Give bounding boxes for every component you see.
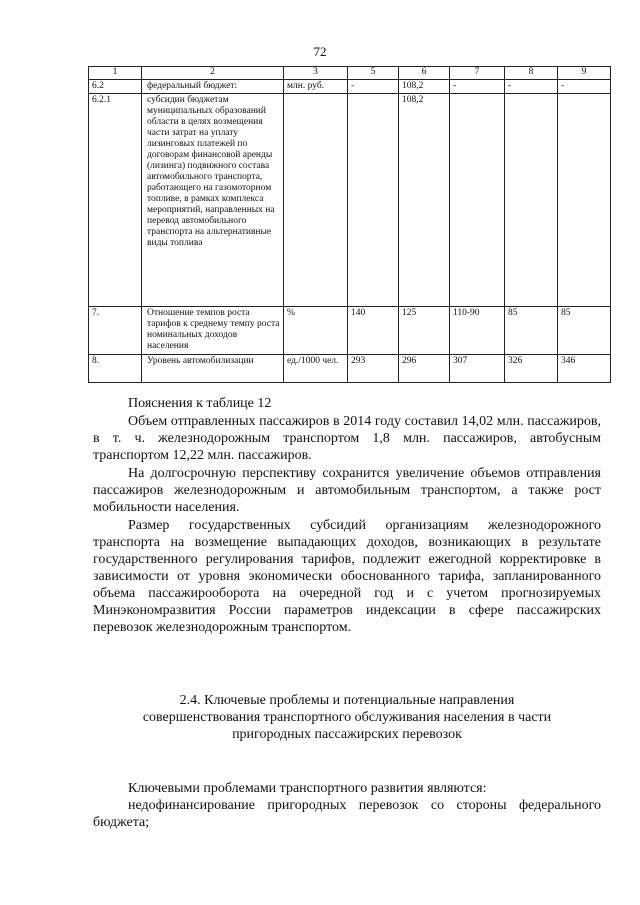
body-paragraph: недофинансирование пригородных перевозок со стороны федерального бюджета; — [93, 798, 601, 830]
table-cell: 85 — [558, 307, 611, 355]
table-row — [89, 80, 611, 94]
table-cell: 140 — [348, 307, 399, 355]
table-cell: ед./1000 чел. — [284, 355, 348, 383]
table-cell: млн. руб. — [284, 80, 348, 94]
table-cell: федеральный бюджет: — [142, 80, 284, 94]
header-cell: 1 — [89, 67, 142, 80]
table-row — [89, 307, 611, 355]
table-cell: 108,2 — [399, 94, 450, 307]
table-cell: 307 — [450, 355, 505, 383]
table-cell — [450, 94, 505, 307]
table-cell: - — [558, 80, 611, 94]
table-cell: - — [505, 80, 558, 94]
section-title-line: совершенствования транспортного обслуживания населения в части — [142, 710, 552, 725]
table-cell — [558, 94, 611, 307]
notes-paragraph: Объем отправленных пассажиров в 2014 году составил 14,02 млн. пассажиров, в т. ч. железнодорожным транспортом 1,8 млн. пассажиров, автобусным транспортом 12,22 млн. пассажиров. — [93, 414, 601, 463]
header-cell: 6 — [399, 67, 450, 80]
table-cell: 296 — [399, 355, 450, 383]
data-table — [88, 66, 611, 383]
table-cell: 7. — [89, 307, 142, 355]
table-cell: 293 — [348, 355, 399, 383]
table-cell: 125 — [399, 307, 450, 355]
table-cell: - — [348, 80, 399, 94]
table-cell: 108,2 — [399, 80, 450, 94]
header-cell: 9 — [558, 67, 611, 80]
section-body — [93, 780, 601, 831]
table-cell: 346 — [558, 355, 611, 383]
table-cell: 85 — [505, 307, 558, 355]
table-cell: 110-90 — [450, 307, 505, 355]
notes-paragraph: Размер государственных субсидий организациям железнодорожного транспорта на возмещение выпадающих доходов, возникающих в результате государственного регулирования тарифов, подлежит ежегодной корректировке в зависимости от уровня экономически обоснованного тарифа, запланированного объема пассажирооборота на очередной год и с учетом прогнозируемых Минэкономразвития России параметров индексации в сфере пассажирских перевозок железнодорожным транспортом. — [93, 518, 601, 635]
section-title-line: 2.4. Ключевые проблемы и потенциальные направления — [179, 693, 515, 708]
header-cell: 5 — [348, 67, 399, 80]
table-cell: 8. — [89, 355, 142, 383]
table-cell: 6.2 — [89, 80, 142, 94]
table-cell: 6.2.1 — [89, 94, 142, 307]
table-row — [89, 94, 611, 307]
table-header-row — [89, 67, 611, 80]
table-cell: - — [450, 80, 505, 94]
table-cell: субсидии бюджетам муниципальных образований области в целях возмещения части затрат на уплату лизинговых платежей по договорам финансовой аренды (лизинга) подвижного состава автомобильного транспорта, работающего на газомоторном топливе, в рамках комплекса мероприятий, направленных на перевод автомобильного транспорта на альтернативные виды топлива — [142, 94, 284, 307]
table-row — [89, 355, 611, 383]
table-cell — [348, 94, 399, 307]
table-cell: 326 — [505, 355, 558, 383]
table-cell: % — [284, 307, 348, 355]
table-cell: Уровень автомобилизации — [142, 355, 284, 383]
table-cell: Отношение темпов роста тарифов к среднему темпу роста номинальных доходов населения — [142, 307, 284, 355]
body-paragraph: Ключевыми проблемами транспортного развития являются: — [128, 781, 487, 796]
section-title — [93, 692, 601, 743]
header-cell: 2 — [142, 67, 284, 80]
table-notes — [93, 395, 601, 636]
table-cell — [505, 94, 558, 307]
table-cell — [284, 94, 348, 307]
page-number: 72 — [313, 44, 327, 59]
notes-heading: Пояснения к таблице 12 — [128, 396, 272, 411]
header-cell: 3 — [284, 67, 348, 80]
header-cell: 7 — [450, 67, 505, 80]
section-title-line: пригородных пассажирских перевозок — [232, 727, 462, 742]
notes-paragraph: На долгосрочную перспективу сохранится увеличение объемов отправления пассажиров железнодорожным и автомобильным транспортом, а также рост мобильности населения. — [93, 466, 601, 515]
header-cell: 8 — [505, 67, 558, 80]
